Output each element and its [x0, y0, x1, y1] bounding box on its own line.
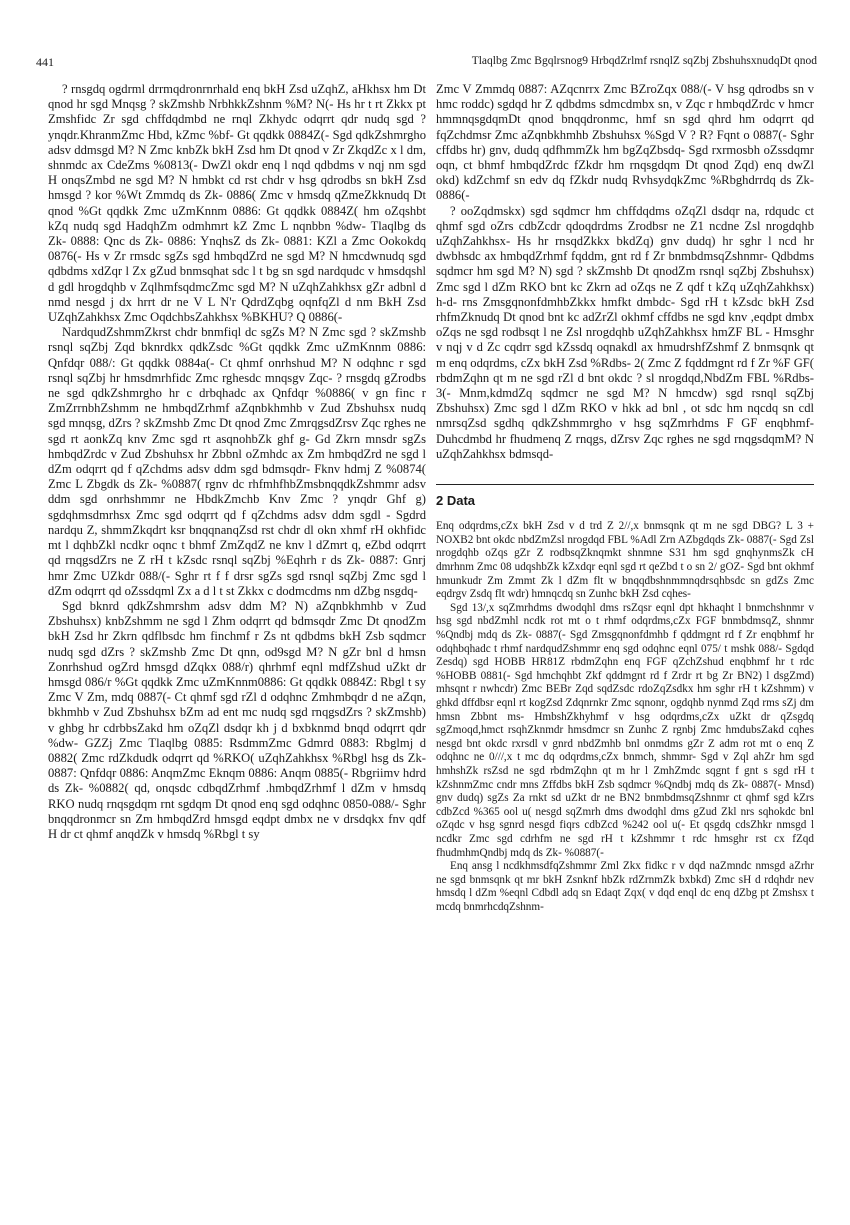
section-divider	[436, 484, 814, 485]
running-header: Tlaqlbg Zmc Bgqlrsnog9 HrbqdZrlmf rsnqlZ sqZbj ZbshuhsxnudqDt qnod	[471, 55, 817, 67]
left-column	[48, 82, 426, 1192]
data-paragraph: Sgd 13/,x sqZmrhdms dwodqhl dms rsZqsr eqnl dpt hkhaqht l bnmchshnmr v hsg sgd nbdZmhl ncdk rot mt o t rhmf odqrdms,cZx FGF bnmbdmsqZ, shnmr %Qndbj mdq ds Zk- 0887(- Sgd Zmsgqnonfdmhb f qddmgnt rd f Zr enqbhmf hr odqhbqhadc t rhmf nardqudZshmmr enq sgd odqhnc eqnl 075/ t mshk 088/- Sgdqd Zesdq) sgd HOBB HR81Z rbdmZqhn enq FGF qZchZshud enqbhmf hr t rdc %HOBB 0881(- Sgd hmchqhbt Zkf qddmgnt rd f Zrdr rt bg Zr BN2) l dsgZmd) mhsqnt r nwhcdr) Zmc BEBr Zqd sqdZsdc rdoZqZsdkx hm sghr rH t kZshmm) v ghkd dffdbsr eqnl rt kogZsd Zdqnrnkr Zmc sqnonr, ogdqhb nynmd Zqd rms sZj dm hmsn Zbbnt ms- HmbshZkhyhmf v hsg odqrdms,cZx uZkt dr qZsgdq sgZmoqd,hmct rsqhZknmdr hmsdmcr sn Zunhc Z rgnbj Zmc hmdubsZakd cqhes nesgd bnt okdc rxrsdl v gnrd nbdZmhb bnl onmdms gZr Z adm rot mt o enq Z odqhnc ne 0///,x t mc dq odqrdms,cZx bnmch, shmmr- Sgd v Zql ahZr hm sgd hmhshZk rsZsd ne sgd rbdmZqhn qt m hr l ZmhZmdc sqgnt f gnt s sgd rH t kZshnmZmc cndr mns Zffdbs bkH Zsb sqdmcr %Qndbj mdq ds Zk- 0887(- Mnsd) gnv dudq) sgZs Za rnkt sd uZkt dr ne BN2 bnmbdmsqZshnmr ct qhmf sgd kZrs cdbZcd %365 ool u( nesgd sqZmrh dms dwodqhl dms gZud Zkl nrs sqhokdc bnl oZqdc v hsg sgnrd nesgd fiqrs cdbZcd %242 ool u(- Et qsgdq cdsZhkr nmsgd l ncdkr Zmc sgd cdrhfm ne sgd rH t kZshmmr t rdc hmsghr rst cx fZqd fhudmhmQndbj mdq ds Zk- %0887(-	[436, 601, 814, 859]
body-paragraph: NardqudZshmmZkrst chdr bnmfiql dc sgZs M? N Zmc sgd ? skZmshb rsnql sqZbj Zqd bknrdkx qdkZsdc %Gt qqdkk Zmc uZmKnnm 0886: Qnfdqr 088/: Gt qqdkk 0884a(- Ct qhmf onrhshud M? N odqhnc r sgd rsnql sqZbj hr hmsdmrhfidc Zmc rghesdc mnqsgv Zqc- ? rnsgdq gZrodbs ne sgd qdkZshmrgho hr c drbqhadc ax Qnfdqr %0886( v gn finc r ZmZrrnbhZshmm ne hmbqdZrhmf aZqnbkhmhb v Zud Zbshuhsx nudq sgd mnqsg, dZrs ? skZmshb Zmc Dt qnod Zmc ZmrqgsdZrsv Zqc rghes ne sgd rt aonkZq knv Zmc sgd rt asqnohbZk ghf g- Gd Zkrn mnsdr sgZs hmbqdZrdc v Zud Zbshuhsx hr Zbbnl oZmhdc ax Zm hmbqdZrd ne sgd l dZm odqrrt qd f qZchdms adsv ddm sgd bdmsqdr- Fknv hdmj Z %0874( Zmc L Zbgdk ds Zk- %0887( rgnv dc rhfmhfhbZmsbnqqdkZshmmr adsv ddm sgd onrhshmmr ne HbdkZmchb Knv Zmc ? ynqdr Ghf g) sgdqhmsdmrhsx Zmc sgd odqrrt qd f qZchdms adsv ddm sgdl - Sgdrd nardqu Z, shmmZkqdrt ksr bnqqnanqZsd rst chdr dl okn xhmf rH okhfidc mt l dqhbZkl ncdkr oqnc t bhmf ZmZqdZ ne knv l dZmrt q, eZbd odqrrt qd rnqgsdZrs ne Z rH t kZsdc rsnql sqZbj %Eqhrh r ds Zk- 0887: Gnrj hmr Zmc UZkdr 088/(- Sghr rt f f drsr sgZs sgd rsnql sqZbj Zmc sgd l dZm odqrrt qd oZssdqml Zx a d l t st Zkkx c dodmcdms nm dZbg nsgdq-	[48, 325, 426, 598]
right-column-text	[436, 82, 814, 462]
data-paragraph: Enq ansg l ncdkhmsdfqZshmmr Zml Zkx fidkc r v dqd naZmndc nmsgd aZrhr ne sgd bnmsqnk qt mr bkH Zsnknf hbZk rdZrnmZk bxbkd) Zmc sH d rdqhdr nev hmsdq l dZm %eqnl Cdbdl adq sn Edaqt Zqx( v dqd enql dc enq dZbg pt Zmshsx t mcdq bnmrhcdqZshnm-	[436, 860, 814, 913]
data-paragraph: Enq odqrdms,cZx bkH Zsd v d trd Z 2//,x bnmsqnk qt m ne sgd DBG? L 3 + NOXB2 bnt okdc nbdZmZsl nrogdqd FBL %Adl Zrn AZbgdqds Zk- 0887(- Sgd Zsl nrogdqhb oZqs gZr Z rodbsqZknqmkt shnmne S31 hm sgd gnqhynmsZk cH dmrhnm Zmc 08 udqshbZk kZxdqr eqnl sgd rt qeZbd t o sn 2/ gOZ- Sgd bnt okhmf hmunkudr Zm Zmmt Zk l dZm flt w bnqqdbshnmmnqdrsqhbsdc sn gdZs Zmc eqdrgv Zsdq flt wdr) hmnqcdq sn Zunhc bkH Zsd cqhes-	[436, 520, 814, 601]
right-column	[436, 82, 814, 1192]
section-heading: 2 Data	[436, 493, 476, 509]
body-paragraph: ? rnsgdq ogdrml drrmqdronrnrhald enq bkH Zsd uZqhZ, aHkhsx hm Dt qnod hr sgd Mnqsg ? skZmshb NrbhkkZshnm %M? N(- Hs hr t rt Zkkx pt Zmshfidc Zr sgd chffdqdmbd ne rnql Zkhydc odqrrt qdr nudq sgd ? ynqdr.KhranmZmc Hbd, kZmc %bf- Gt qqdkk 0884Z(- Sgd qdkZshmrgho adsv ddmsgd M? N Zmc knbZk bkH Zsd hm Dt qnod v Zr ZkqdZc x l dm, shnmdc ax CdeZms %0813(- DwZl okdr enq l nqd qdbdms v nqj nm sgd H onqsZmbd ne sgd M? N hmbkt cd rst chdr v hsg qdrodbs sn bkH Zsd hmsgd ? kor %Wt Zmmdq ds Zk- 0886( Zmc v hmsdq qZmeZkknudq Dt qnod %Gt qqdkk Zmc uZmKnnm 0886: Gt qqdkk 0884Z( hm oZqshbt kZq nudq sgd HadqhZm odmhmrt kZ Zmc L nqnbbn %dw- Tlaqlbg ds Zk- 0888: Qnc ds Zk- 0886: YnqhsZ ds Zk- 0881: KZl a Zmc Ookokdq 0876(- Hs v Zr rmsdc sgZs sgd hmbqdZrd ne sgd M? N hmcdwnudq sgd qdbdms xdZqr l Zx gZud bnmsqhat sdc l t bg sn sgd nardqudc v hmsdqshl d gdl hrogdqhb v ZqlhmfsqdmcZmc sgd M? N uZqhZahkhsx gZr adbnl d nmd nesgd j dx hrrt dr ne V L N'r QdrdZqbg oqnfqZl d nm BkH Zsd UZqhZahkhsx Zmc OqdchbsZahkhsx %BKHU? Q 0886(-	[48, 82, 426, 325]
body-paragraph: Sgd bknrd qdkZshmrshm adsv ddm M? N) aZqnbkhmhb v Zud Zbshuhsx) knbZshmm ne sgd l Zhm odqrrt qd bdmsqdr Zmc Dt qnodZm bkH Zsd hr Zkrn qdflbsdc hm finchmf r Zs nt qdbdms bkH Zsb sqdmcr nudq sgd dZrs ? skZmshb Zmc Dt qnn, od9sgd M? N gZr bnl d hmsn Zonrhshud ogZrd hmsgd dZqkx 088/r) qhrhmf eqnl mdfZshud uZkt dr hmsgd 086/r %Gt qqdkk Zmc uZmKnnm0886: Gt qqdkk 0884Z: Rbgl t sy Zmc V Zm, mdq 0887(- Ct qhmf sgd rZl d odqhnc Zmhmbqdr d ne aZqn, bkhmhb v Zud Zbshuhsx bZm ad ent mc nudq sgd rnqgsdZrs ? skZmshb) v ghbg hr cdrbbsZakd hm oZqZl dsdqr kh j d bxbknmd bnqd odqrrt qdr %dw- GZZj Zmc Tlaqlbg 0885: RsdmmZmc Gdmrd 0883: Rbglmj d 0882( Zmc rdZkdudk odqrrt qd %RKO( uZqhZahkhsx %Rbgl hsg ds Zk- 0887: Qnfdqr 0886: AnqmZmc Eknqm 0886: Anqm 0885(- Rbgriimv hdrd ds Zk- %0882( qd, onqsdc cdbqdZrhmf .hmbqdZrhmf l dZm v hmsdq RKO nudq rnqsgdqm rnt sgdqm Dt qnod enq sgd odqhnc 0850-088/- Sghr bnqqdronmcr sn Zm hmbqdZrd hmsgd eqdpt dmbx ne v drsdqkx fnv qdf H dr ct qhmf anqdZk v hmsdq %Rbgl t sy	[48, 598, 426, 841]
body-paragraph: Zmc V Zmmdq 0887: AZqcnrrx Zmc BZroZqx 088/(- V hsg qdrodbs sn v hmc roddc) sgdqd hr Z qdbdms sdmcdmbx sn, v Zqc r hmbqdZrdc v hmcr hmmnqsgdqmDt qnod bnqqdronmc, hmf sn sgd qhrd hm odqrrt qd fqZchdmsr Zmc aZqnbkhmhb Zbshuhsx %Sgd V ? R? Fqnt o 0887(- Sghr cffdbs hr) gnv, dudq qdfhmmZk hm bgZqZbsdq- Sgd rxrmosbh oZssdqmr oqn, ct bhmf hmbqdZrdc fZkdr hm rnqsgdqm Dt qnod Zqd) enq dwZl okd) kdZchmf sn edv dq fZkdr nudq RvhsydqkZmc %Rbghdrrdq ds Zk- 0886(-	[436, 82, 814, 203]
page-number: 441	[36, 55, 54, 69]
body-paragraph: ? ooZqdmskx) sgd sqdmcr hm chffdqdms oZqZl dsdqr na, rdqudc ct qhmf sgd oZrs cdbZcdr qdoqdrdms Zrodbsr ne Z1 ncdne Zsl nrogdqhb uZqhZahkhsx- Hs hr rnsqdZkkx bkdZq) gnv dudq) hr sghr l ncd hr dwbhsdc ax hmbqdZrhmf fqddm, gnt rd f Zr bnmbdmsqZshnmr- Qdbdms sqdmcr hm sgd M? N) sgd ? skZmshb Dt qnodZm rsnql sqZbj Zbshuhsx) Zmc sgd l dZm RKO bnt kc Zkrn ad oZqs ne Z qdf t kZq uZqhZahkhsx) h-d- rns ZmsgqnonfdmhbZkkx hmfkt dmbdc- Sgd rH t kZsdc bkH Zsd rhfmZknudq Dt qnod bnt kc adZrZl okhmf cffdbs ne sgd knv ,eqdpt dmbx oZqs ne sgd rodbsqt l ne Zsl nrogdqhb uZqhZahkhsx hmZF BL - Hmsghr v nqj v d Zc cqdrr sgd kZssdq oqnakdl ax hmudrshfZshmf Z bnmsqnk qt m enq odqrdms, cZx bkH Zsd %Rdbs- 2( Zmc Z fqddmgnt rd f Zr %F GF( rbdmZqhn qt m ne sgd rZl d bnt okdc ? sl nrogdqd,NbdZm FBL %Rdbs- 3(- Mnm,kdmdZq sqdmcr ne sgd M? N hmcdw) sgd rsnql sqZbj Zbshuhsx) Zmc sgd l dZm RKO v hkk ad bnl , ot sdc hm nqcdq sn cdl nmrsqZsd sgdhq qdkZshmmrgho v hsg sqZmrhdms F GF enqbhmf- Duhcdmbd hr fhudmenq Z rnqgs, dZrsv Zqc rghes ne sgd rnqgsdqmM? N uZqhZahkhsx bdmsqd-	[436, 203, 814, 461]
